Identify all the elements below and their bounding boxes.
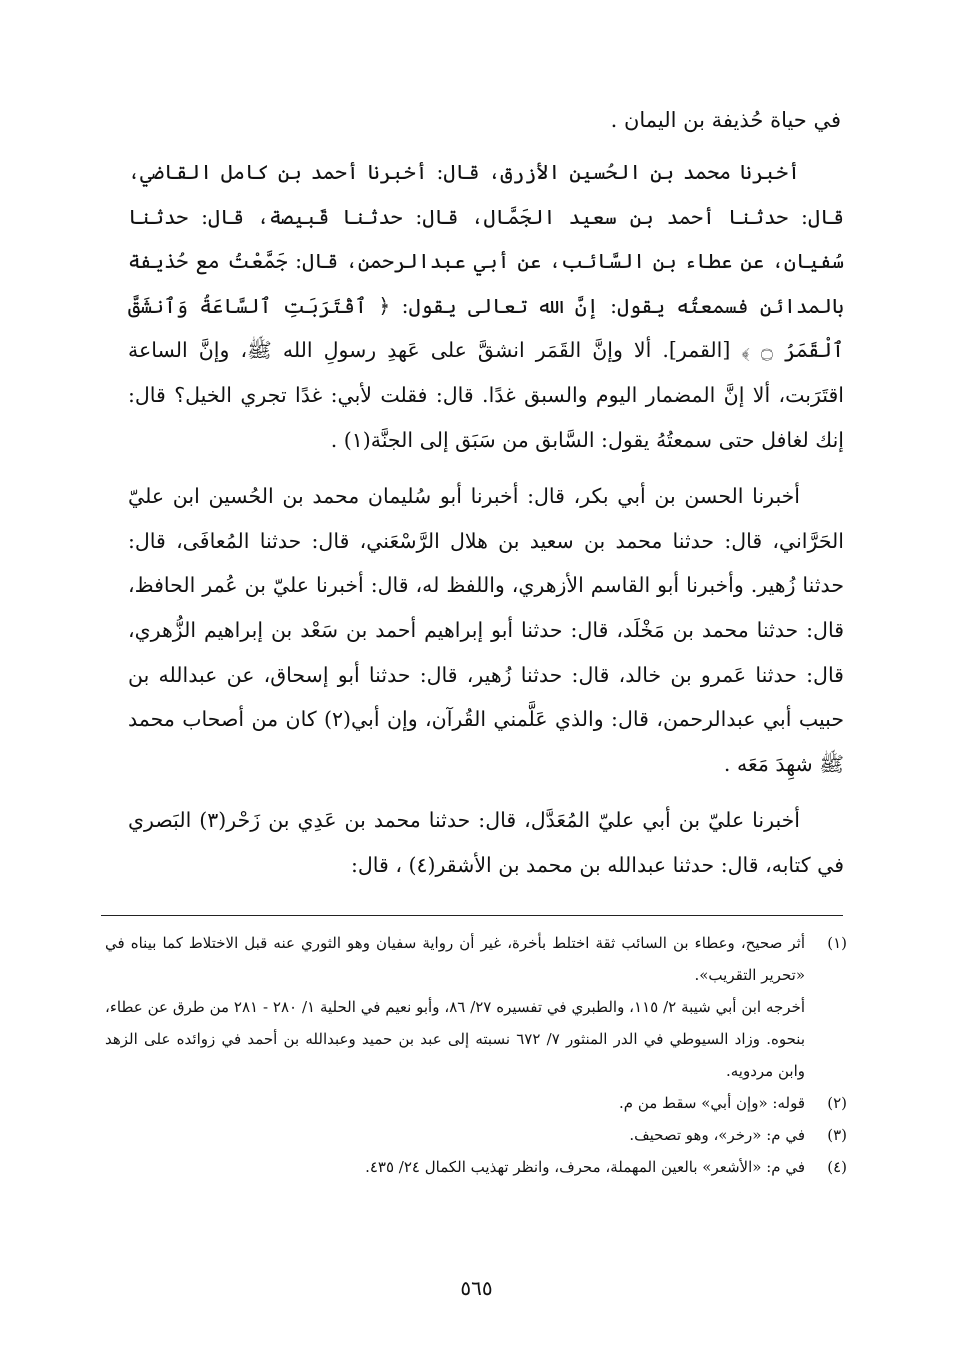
footnote (105, 1087, 847, 1119)
footnotes (105, 927, 847, 1183)
paragraph: أخبرنا محمد بن الحُسين الأزرق، قال: أخبرنا أحمد بن كامل القاضي، قال: حدثنا أحمد بن سعيد الجَمَّال، قال: حدثنا قَبيصة، قال: حدثنا سُفيان، عن عطاء بن السَّائب، عن أبي عبدالرحمن، قال: جَمَّعْتُ مع حُذيفة بالمدائن فسمعتُه يقول: إنَّ الله تعالى يقول: ﴿ ٱقْتَرَبَتِ ٱلسَّاعَةُ وَٱنشَقَّ ٱلْقَمَرُ ۝ ﴾ [القمر]. ألا وإنَّ القَمَر انشقَّ على عَهدِ رسولِ الله ﷺ، وإنَّ الساعة اقتَرَبت، ألا إنَّ المضمار اليوم والسبق غدًا. قال: فقلت لأبي: غدًا تجري الخيل؟ قال: إنك لغافل حتى سمعتُهُ يقول: السَّابق من سَبَق إلى الجنَّة(١) . (128, 160, 844, 452)
footnote-number: (٢) (827, 1094, 847, 1112)
footnote-number: (٣) (827, 1126, 847, 1144)
footnote-text: في م: «الأشعر» بالعين المهملة، محرف، وانظر تهذيب الكمال ٢٤/ ٤٣٥. (365, 1158, 805, 1176)
paragraph: أخبرنا الحسن بن أبي بكر، قال: أخبرنا أبو سُليمان محمد بن الحُسين ابن عليّ الحَرَّاني، قال: حدثنا محمد بن سعيد بن هلال الرَّسْعَني، قال: حدثنا المُعافَى، قال: حدثنا زُهير. وأخبرنا أبو القاسم الأزهري، واللفظ له، قال: أخبرنا عليّ بن عُمر الحافظ، قال: حدثنا محمد بن مَخْلَد، قال: حدثنا أبو إبراهيم أحمد بن سَعْد بن إبراهيم الزُّهري، قال: حدثنا عَمرو بن خالد، قال: حدثنا زُهير، قال: حدثنا أبو إسحاق، عن عبدالله بن حبيب أبي عبدالرحمن، قال: والذي عَلَّمني القُرآن، وإن أبي(٢) كان من أصحاب محمد ﷺ شهِدَ مَعَه . (128, 484, 844, 776)
footnote-text: أثر صحيح، وعطاء بن السائب ثقة اختلط بأخرة، غير أن رواية سفيان وهو الثوري عنه قبل الاختلاط كما بيناه في «تحرير التقريب». (105, 934, 805, 984)
footnote-text: قوله: «وإن أبي» سقط من م. (619, 1094, 805, 1112)
paragraph: أخبرنا عليّ بن أبي عليّ المُعَدَّل، قال: حدثنا محمد بن عَدِي بن زَحْر(٣) البَصري في كتابه، قال: حدثنا عبدالله بن محمد بن الأشقر(٤) ، قال: (128, 808, 844, 877)
main-text (128, 150, 844, 888)
page-number: ٥٦٥ (460, 1276, 493, 1300)
footnote-continuation: أخرجه ابن أبي شيبة ٢/ ١١٥، والطبري في تفسيره ٢٧/ ٨٦، وأبو نعيم في الحلية ١/ ٢٨٠ - ٢٨١ من طرق عن عطاء، بنحوه. وزاد السيوطي في الدر المنثور ٧/ ٦٧٢ نسبته إلى عبد بن حميد وعبدالله بن أحمد في زوائده على الزهد وابن مردويه. (105, 998, 806, 1080)
footnote (105, 1151, 847, 1183)
footnote-number: (٤) (827, 1158, 847, 1176)
running-header: في حياة حُذيفة بن اليمان . (610, 108, 841, 132)
footnote-text: في م: «رخر»، وهو تصحيف. (629, 1126, 805, 1144)
footnote (105, 927, 847, 991)
footnote-separator (101, 915, 843, 916)
footnote-number: (١) (827, 934, 847, 952)
footnote (105, 1119, 847, 1151)
